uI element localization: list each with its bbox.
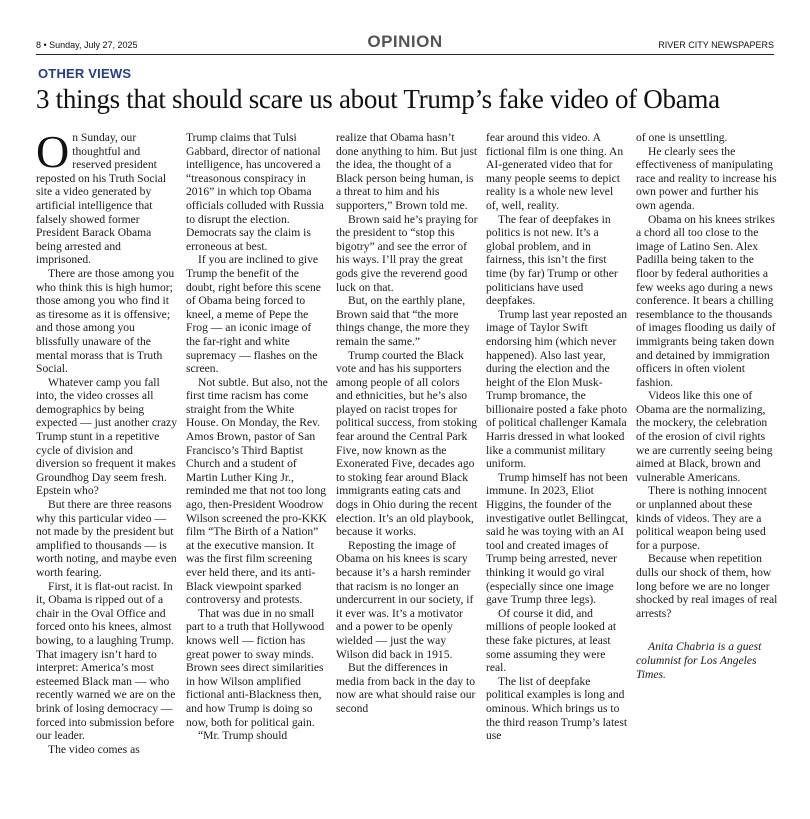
paragraph: But there are three reasons why this particular video — not made by the president but amplified to thousands — is worth noting, and maybe even worth fearing. [36, 498, 177, 579]
paragraph: If you are inclined to give Trump the benefit of the doubt, right before this scene of Obama being forced to kneel, a meme of Pepe the Frog — an iconic image of the far-right and white supremacy — flashes on the screen. [186, 253, 321, 376]
paragraph: But the differences in media from back in the day to now are what should raise our second [336, 661, 476, 715]
paragraph: Obama on his knees strikes a chord all too close to the image of Latino Sen. Alex Padilla being taken to the floor by federal authorities a few weeks ago during a news conference. It bears a chilling resemblance to the thousands of images flooding us daily of immigrants being taken down and detained by immigration officers in often violent fashion. [636, 212, 776, 389]
paragraph: realize that Obama hasn’t done anything to him. But just the idea, the thought of a Black person being human, is a threat to him and his supporters,” Brown told me. [336, 131, 478, 212]
column-1 [36, 126, 178, 756]
headline: 3 things that should scare us about Trump’s fake video of Obama [36, 84, 720, 114]
paragraph: Brown said he’s praying for the president to “stop this bigotry” and see the error of his ways. I’ll pray the great gods give the reverend good luck on that. [336, 212, 478, 294]
paragraph: Not subtle. But also, not the first time racism has come straight from the White House. On Monday, the Rev. Amos Brown, pastor of San Francisco’s Third Baptist Church and a student of Martin Luther King Jr., reminded me that not too long ago, then-President Woodrow Wilson screened the pro-KKK film “The Birth of a Nation” at the executive mansion. It was the first film screening ever held there, and its anti-Black viewpoint sparked controversy and protests. [186, 375, 328, 607]
paragraph: Trump courted the Black vote and has his supporters among people of all colors and ethnicities, but he’s also played on racist tropes for political success, from stoking fear around the Central Park Five, now known as the Exonerated Five, decades ago to stoking fear around Black immigrants eating cats and dogs in Ohio during the recent election. It’s an old playbook, because it works. [336, 348, 478, 539]
column-5 [636, 131, 778, 681]
paragraph: of one is unsettling. [636, 131, 728, 144]
paragraph: fear around this video. A fictional film is one thing. An AI-generated video that for many people seems to depict reality is a whole new level of, well, reality. [486, 131, 624, 212]
paragraph: The fear of deepfakes in politics is not new. It’s a global problem, and in fairness, this isn’t the first time (by far) Trump or other politicians have used deepfakes. [486, 212, 618, 308]
paragraph: The video comes as [48, 742, 140, 756]
paragraph: He clearly sees the effectiveness of manipulating race and reality to increase his own power and further his own agenda. [636, 144, 777, 212]
column-2 [186, 131, 328, 743]
drop-cap: O [36, 126, 70, 177]
paragraph: Of course it did, and millions of people looked at these fake pictures, at least some assuming they were real. [486, 606, 617, 675]
page-date: 8 • Sunday, July 27, 2025 [36, 40, 138, 50]
publisher-name: RIVER CITY NEWSPAPERS [658, 40, 774, 50]
paragraph: Videos like this one of Obama are the normalizing, the mockery, the celebration of the erosion of civil rights we are currently seeing being aimed at Black, brown and vulnerable Americans. [636, 389, 773, 484]
author-bio: Anita Chabria is a guest columnist for Los Angeles Times. [636, 640, 762, 681]
paragraph: “Mr. Trump should [198, 729, 288, 743]
paragraph: But, on the earthly plane, Brown said that “the more things change, the more they remain the same.” [336, 294, 470, 348]
paragraph-text: n Sunday, our thoughtful and reserved president reposted on his Truth Social site a video generated by artificial intelligence that falsely showed former President Barack Obama being arrested and imprisoned. [36, 131, 167, 267]
paragraph: Because when repetition dulls our shock of them, how long before we are no longer shocked by real images of real arrests? [636, 552, 778, 620]
paragraph: There is nothing innocent or unplanned about these kinds of videos. They are a political weapon being used for a purpose. [636, 484, 767, 552]
paragraph: Trump himself has not been immune. In 2023, Eliot Higgins, the founder of the investigative outlet Bellingcat, said he was toying with an AI tool and created images of Trump being arrested, never thinking it would go viral (especially since one image gave Trump three legs). [486, 470, 628, 607]
paragraph [36, 126, 178, 267]
paragraph: The list of deepfake political examples is long and ominous. Which brings us to the third reason Trump’s latest use [486, 674, 628, 743]
paragraph: Trump last year reposted an image of Taylor Swift endorsing him (which never happened). Also last year, during the election and the height of the Elon Musk-Trump bromance, the billionaire posted a fake photo of political challenger Kamala Harris dressed in what looked like a communist military uniform. [486, 307, 628, 471]
paragraph: Whatever camp you fall into, the video crosses all demographics by being expected — just another crazy Trump stunt in a repetitive cycle of division and diversion so frequent it makes Groundhog Day seem fresh. Epstein who? [36, 375, 177, 498]
paragraph: That was due in no small part to a truth that Hollywood knows well — fiction has great power to sway minds. Brown sees direct similarities in how Wilson amplified fictional anti-Blackness then, and how Trump is doing so now, both for political gain. [186, 606, 325, 729]
kicker: OTHER VIEWS [38, 66, 132, 81]
column-3 [336, 131, 478, 716]
section-title: OPINION [367, 32, 443, 51]
masthead [36, 30, 774, 55]
paragraph: First, it is flat-out racist. In it, Obama is ripped out of a chair in the Oval Office and forced onto his knees, almost bowing, to a laughing Trump. That imagery isn’t hard to interpret: America’s most esteemed Black man — who recently warned we are on the brink of losing democracy — forced into submission before our leader. [36, 579, 176, 743]
paragraph: Trump claims that Tulsi Gabbard, director of national intelligence, has uncovered a “treasonous conspiracy in 2016” in which top Obama officials colluded with Russia to disrupt the election. Democrats say the claim is erroneous at best. [186, 131, 324, 253]
paragraph: There are those among you who think this is high humor; those among you who find it as tiresome as it is offensive; and those among you blissfully unaware of the mental morass that is Truth Social. [36, 266, 175, 376]
column-4 [486, 131, 628, 743]
paragraph: Reposting the image of Obama on his knees is scary because it’s a harsh reminder that racism is no longer an undercurrent in our society, if it ever was. It’s a motivator and a power to be openly wielded — just the way Wilson did back in 1915. [336, 538, 474, 661]
